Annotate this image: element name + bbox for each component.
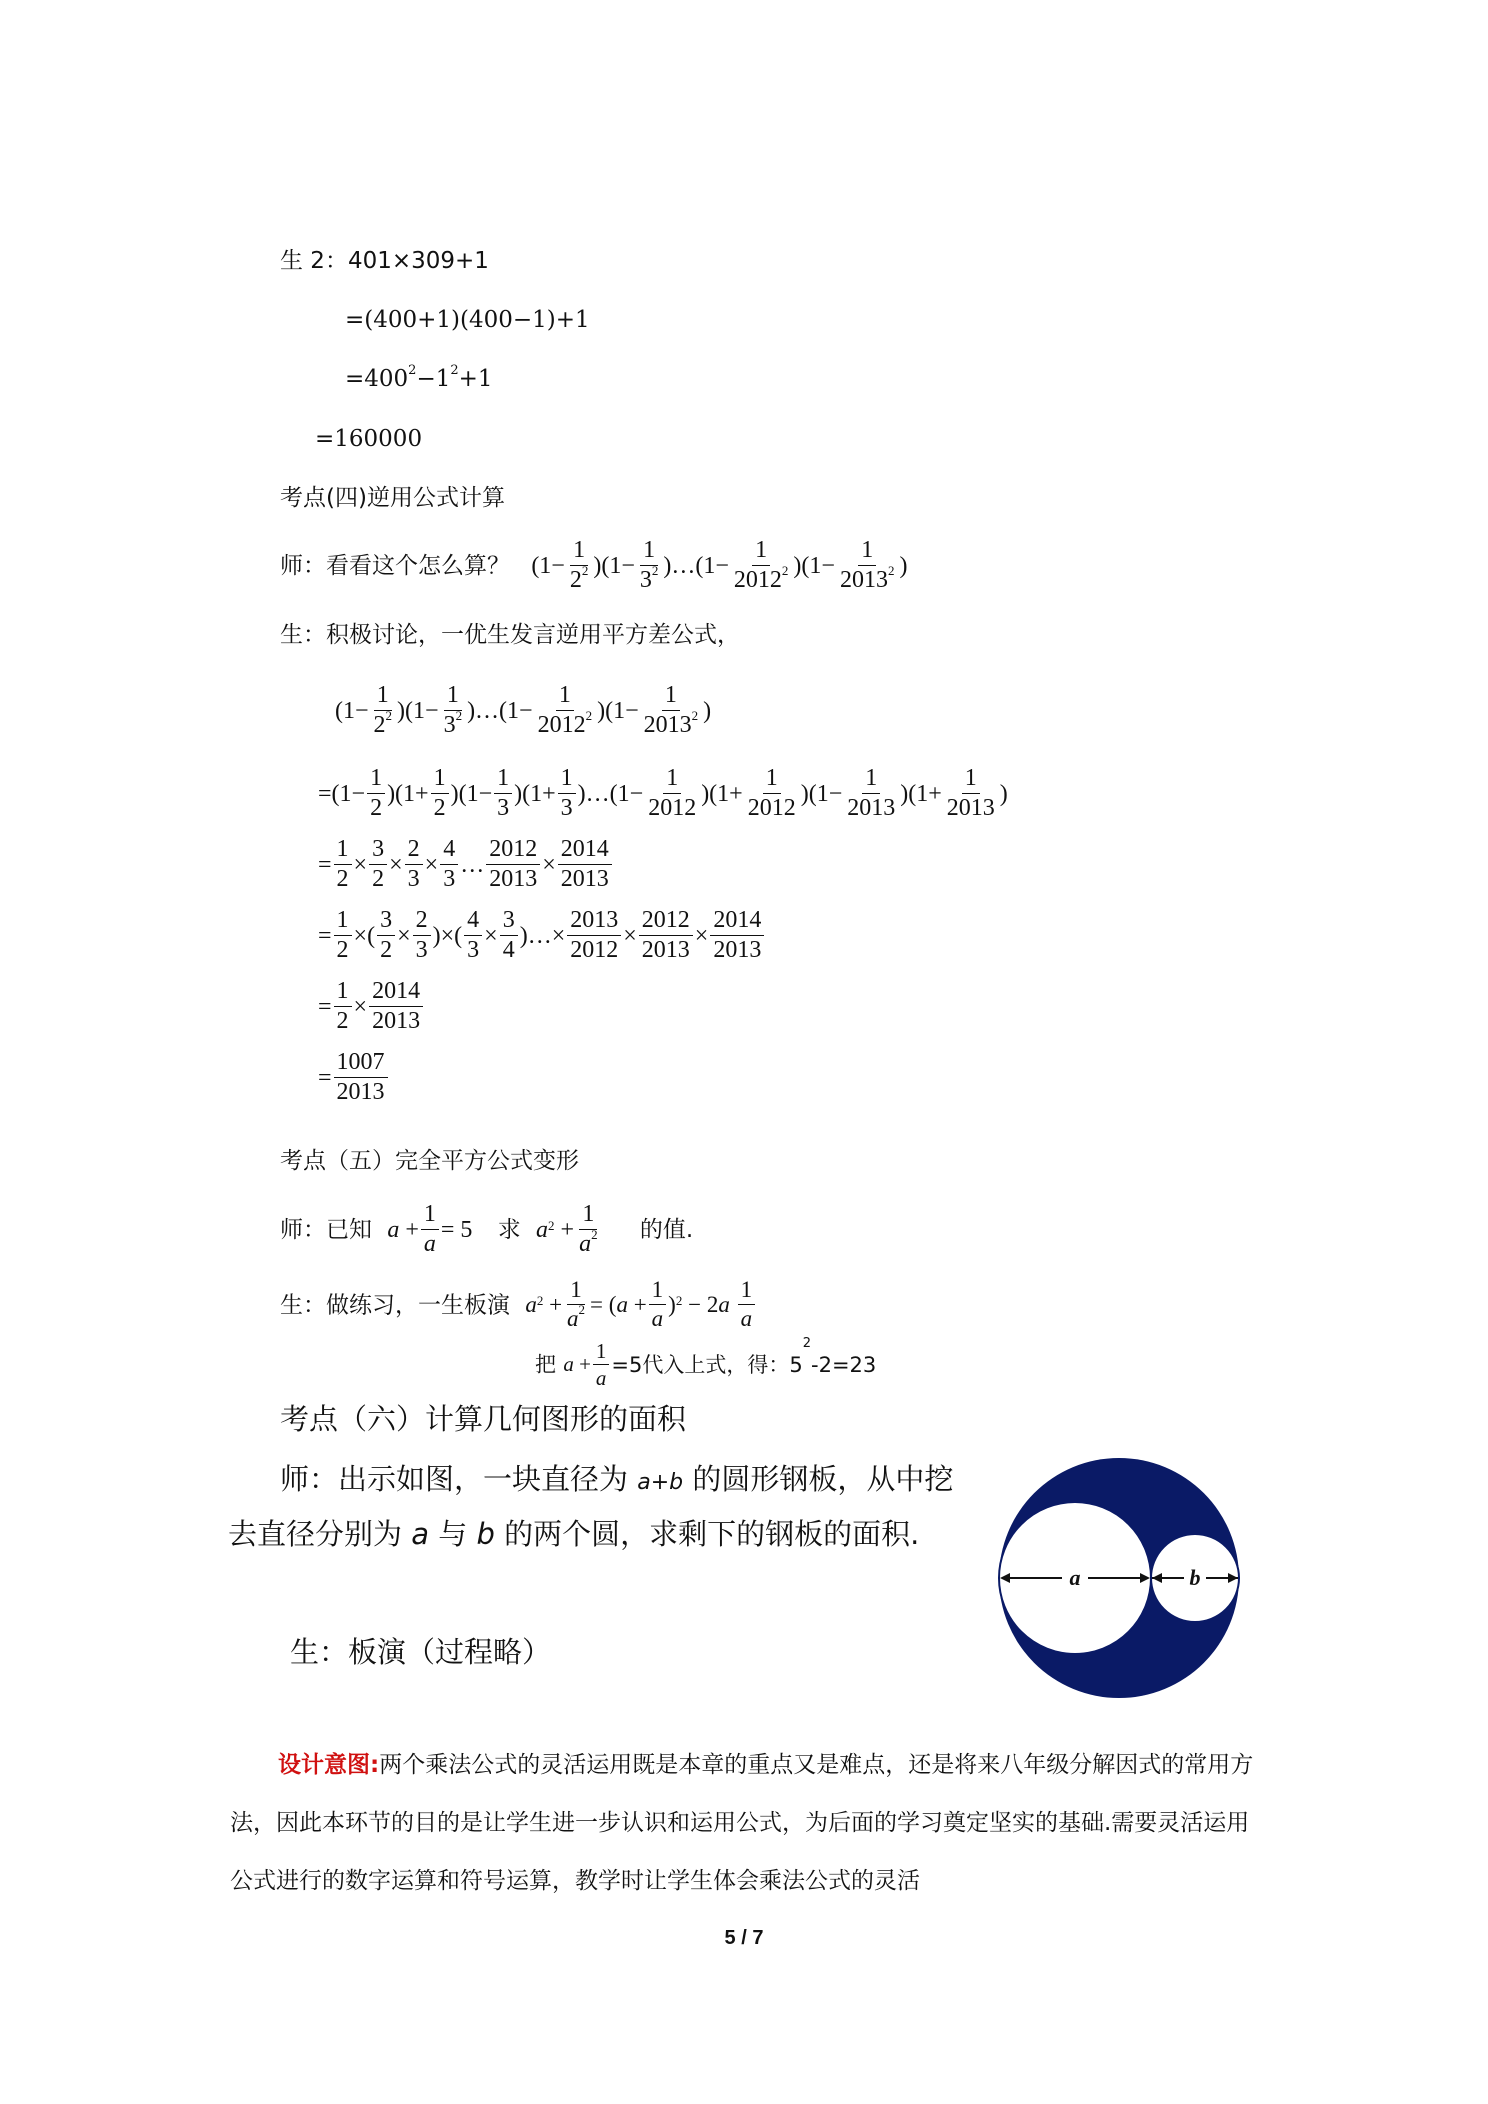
design-intent-text: 两个乘法公式的灵活运用既是本章的重点又是难点，还是将来八年级分解因式的常用方法，因此本环节的目的是让学生进一步认识和运用公式，为后面的学习奠定坚实的基础.需要灵活运用公式进行的数字运算和符号运算，教学时让学生体会乘法公式的灵活 — [230, 1752, 1254, 1894]
steel-plate-figure — [996, 1455, 1242, 1701]
teacher-expression: (1− $\frac{1}{2^2}$ )(1− $\frac{1}{3^2}$ )…(1− $\frac{1}{2012^2}$ )(1− $\frac{1}{2013^2}$ ) — [531, 537, 908, 594]
section-5-student: 生：做练习，一生板演 a $^2$ + $\frac{1}{a^2}$ = ( a + $\frac{1}{a}$ ) $^2$ − 2 a $\frac{1}{a}$ — [280, 1278, 757, 1331]
derivation-line-2: =(1− $\frac{1}{2}$ )(1+ $\frac{1}{2}$ )(1− $\frac{1}{3}$ )(1+ $\frac{1}{3}$ )…(1− $\frac{1}{2012}$ )(1+ $\frac{1}{2012}$ )(1− $\frac{1}{2013}$ )(1+ $\frac{1}{2013}$ ) — [318, 765, 1008, 822]
derivation-line-4: = $\frac{1}{2}$ ×( $\frac{3}{2}$ × $\frac{2}{3}$ )×( $\frac{4}{3}$ × $\frac{3}{4}$ )…× $\frac{2013}{2012}$ × $\frac{2012}{2013}$ × $\frac{2014}{2013}$ — [318, 908, 766, 963]
derivation-line-5: = $\frac{1}{2}$ × $\frac{2014}{2013}$ — [318, 979, 425, 1034]
page-number: 5 / 7 — [724, 1927, 764, 1949]
student-2-line-4: =160000 — [315, 426, 423, 452]
design-intent-paragraph — [230, 1736, 1270, 1910]
section-4-teacher: 师：看看这个怎么算？ (1− $\frac{1}{2^2}$ )(1− $\frac{1}{3^2}$ )…(1− $\frac{1}{2012^2}$ )(1− $\frac{1}{2013^2}$ ) — [280, 537, 908, 594]
section-5-teacher: 师：已知 a + $\frac{1}{a}$ = 5 求 a $^2$ + $\frac{1}{a^2}$ 的值. — [280, 1201, 694, 1258]
derivation-line-1: (1− $\frac{1}{2^2}$ )(1− $\frac{1}{3^2}$ )…(1− $\frac{1}{2012^2}$ )(1− $\frac{1}{2013^2}$ ) — [335, 682, 712, 739]
section-6-teacher-line-1: 师：出示如图，一块直径为 a+b 的圆形钢板，从中挖 — [280, 1462, 954, 1496]
student-2-line-1: 生 2：401×309+1 — [280, 248, 489, 274]
label-a: a — [1069, 1565, 1081, 1590]
design-intent-label: 设计意图: — [278, 1752, 380, 1778]
label-b: b — [1189, 1565, 1201, 1590]
derivation-line-3: = $\frac{1}{2}$ × $\frac{3}{2}$ × $\frac{2}{3}$ × $\frac{4}{3}$ … $\frac{2012}{2013}$ × $\frac{2014}{2013}$ — [318, 837, 614, 892]
section-5-substitution: 把 a + $\frac{1}{a}$ =5代入上式，得：$5^2-2=23$ — [535, 1335, 877, 1391]
section-6-title: 考点（六）计算几何图形的面积 — [280, 1402, 687, 1436]
section-5-title: 考点（五）完全平方公式变形 — [280, 1148, 579, 1174]
section-6-teacher-line-2: 去直径分别为 a 与 b 的两个圆，求剩下的钢板的面积. — [228, 1517, 920, 1551]
section-4-title: 考点(四)逆用公式计算 — [280, 485, 505, 511]
student-2-line-3: $=400^2-1^2+1$ — [345, 363, 493, 392]
student-2-line-2: =(400+1)(400−1)+1 — [345, 307, 590, 333]
section-4-student: 生：积极讨论，一优生发言逆用平方差公式， — [280, 622, 740, 648]
derivation-line-6: = $\frac{1007}{2013}$ — [318, 1050, 390, 1105]
section-6-student: 生：板演（过程略） — [290, 1635, 552, 1669]
